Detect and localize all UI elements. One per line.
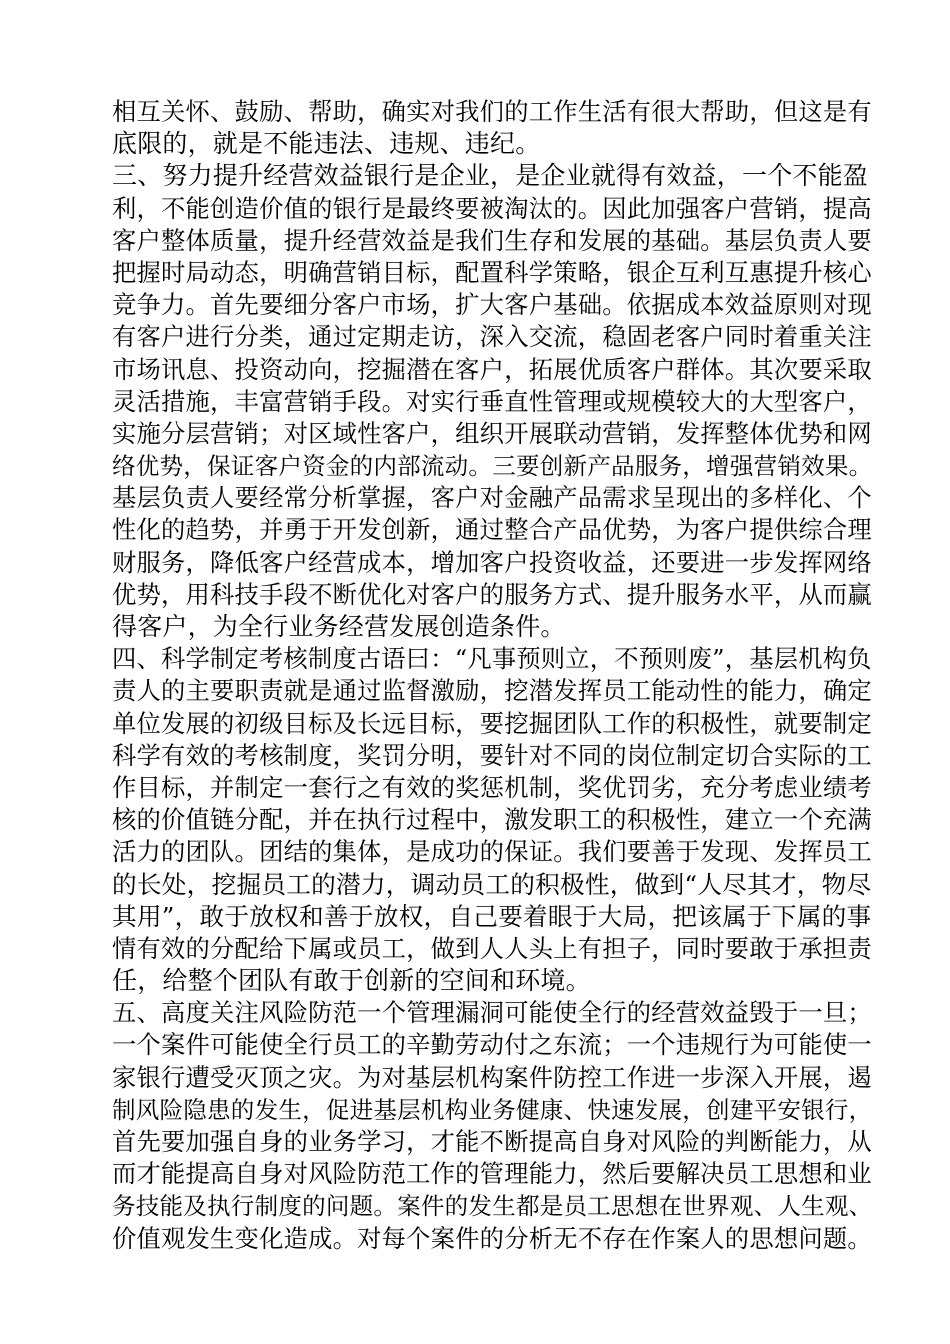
text-line: 首先要加强自身的业务学习，才能不断提高自身对风险的判断能力，从 — [112, 1127, 872, 1156]
text-line: 把握时局动态，明确营销目标，配置科学策略，银企互利互惠提升核心 — [112, 257, 872, 287]
text-line: 价值观发生变化造成。对每个案件的分析无不存在作案人的思想问题。 — [112, 1223, 872, 1253]
text-line: 利，不能创造价值的银行是最终要被淘汰的。因此加强客户营销，提高 — [112, 193, 872, 223]
text-line: 制风险隐患的发生，促进基层机构业务健康、快速发展，创建平安银行， — [112, 1095, 873, 1124]
text-line: 性化的趋势，并勇于开发创新，通过整合产品优势，为客户提供综合理 — [112, 515, 872, 545]
text-line: 核的价值链分配，并在执行过程中，激发职工的积极性，建立一个充满 — [112, 805, 872, 835]
text-line: 竞争力。首先要细分客户市场，扩大客户基础。依据成本效益原则对现 — [112, 290, 872, 320]
text-line: 络优势，保证客户资金的内部流动。三要创新产品服务，增强营销效果。 — [112, 452, 873, 481]
text-line: 三、努力提升经营效益银行是企业，是企业就得有效益，一个不能盈 — [112, 161, 869, 191]
text-line: 财服务，降低客户经营成本，增加客户投资收益，还要进一步发挥网络 — [112, 547, 872, 577]
text-line: 单位发展的初级目标及长远目标，要挖掘团队工作的积极性，就要制定 — [112, 708, 872, 738]
text-line: 任，给整个团队有敢于创新的空间和环境。 — [112, 966, 591, 996]
text-line: 得客户，为全行业务经营发展创造条件。 — [112, 612, 566, 641]
text-line: 有客户进行分类，通过定期走访，深入交流，稳固老客户同时着重关注 — [112, 322, 872, 352]
text-line: 家银行遭受灭顶之灾。为对基层机构案件防控工作进一步深入开展，遏 — [112, 1062, 872, 1092]
text-line: 四、科学制定考核制度古语曰：“凡事预则立，不预则废”，基层机构负 — [112, 644, 872, 674]
text-line: 情有效的分配给下属或员工，做到人人头上有担子，同时要敢于承担责 — [112, 933, 872, 963]
text-line: 客户整体质量，提升经营效益是我们生存和发展的基础。基层负责人要 — [112, 225, 872, 255]
text-line: 科学有效的考核制度，奖罚分明，要针对不同的岗位制定切合实际的工 — [112, 740, 872, 770]
text-line: 而才能提高自身对风险防范工作的管理能力，然后要解决员工思想和业 — [112, 1159, 872, 1189]
text-line: 底限的，就是不能违法、违规、违纪。 — [112, 129, 541, 159]
text-line: 优势，用科技手段不断优化对客户的服务方式、提升服务水平，从而赢 — [112, 579, 872, 609]
text-line: 一个案件可能使全行员工的辛勤劳动付之东流；一个违规行为可能使一 — [112, 1030, 872, 1060]
text-line: 灵活措施，丰富营销手段。对实行垂直性管理或规模较大的大型客户， — [112, 386, 872, 416]
text-line: 基层负责人要经常分析掌握，客户对金融产品需求呈现出的多样化、个 — [112, 483, 872, 513]
text-line: 作目标，并制定一套行之有效的奖惩机制，奖优罚劣，充分考虑业绩考 — [112, 772, 872, 802]
text-line: 实施分层营销；对区域性客户，组织开展联动营销，发挥整体优势和网 — [112, 418, 872, 448]
text-line: 五、高度关注风险防范一个管理漏洞可能使全行的经营效益毁于一旦； — [112, 998, 872, 1028]
text-line: 责人的主要职责就是通过监督激励，挖潜发挥员工能动性的能力，确定 — [112, 676, 872, 706]
text-line: 其用”，敢于放权和善于放权，自己要着眼于大局，把该属于下属的事 — [112, 901, 872, 931]
text-line: 市场讯息、投资动向，挖掘潜在客户，拓展优质客户群体。其次要采取 — [112, 354, 872, 384]
body-text — [112, 96, 872, 1255]
text-line: 的长处，挖掘员工的潜力，调动员工的积极性，做到“人尽其才，物尽 — [112, 869, 872, 899]
text-line: 相互关怀、鼓励、帮助，确实对我们的工作生活有很大帮助，但这是有 — [112, 97, 872, 126]
text-line: 活力的团队。团结的集体，是成功的保证。我们要善于发现、发挥员工 — [112, 837, 872, 867]
text-line: 务技能及执行制度的问题。案件的发生都是员工思想在世界观、人生观、 — [112, 1192, 873, 1221]
